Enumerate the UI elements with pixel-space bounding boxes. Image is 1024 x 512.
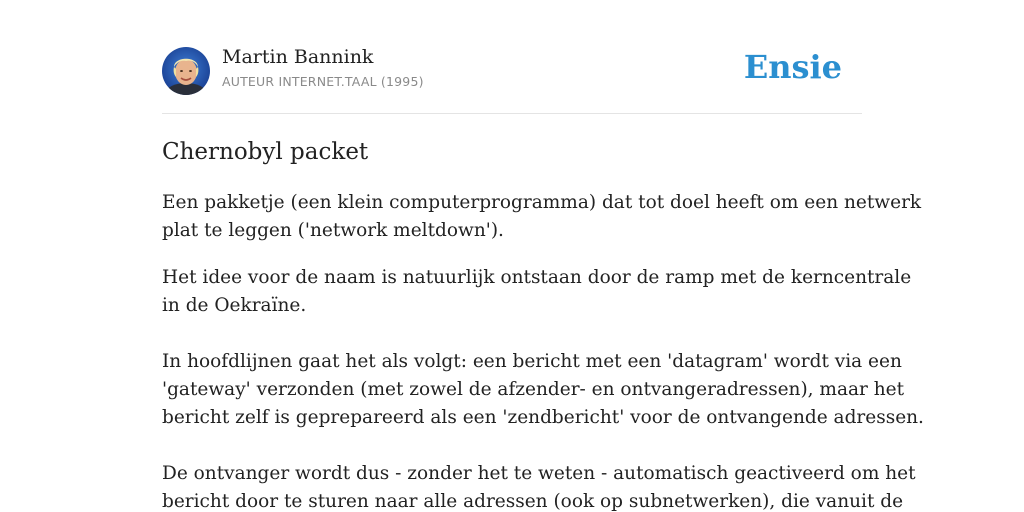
text-line: bericht door te sturen naar alle adressen (ook op subnetwerken), die vanuit de bbox=[162, 491, 904, 512]
paragraph-spacer bbox=[162, 320, 862, 348]
paragraph-effect bbox=[162, 460, 916, 512]
brand-logo[interactable]: Ensie bbox=[743, 48, 842, 86]
text-line: Een pakketje (een klein computerprogramma) dat tot doel heeft om een netwerk bbox=[162, 192, 922, 213]
paragraph-spacer bbox=[162, 432, 862, 460]
text-line: Het idee voor de naam is natuurlijk ontstaan door de ramp met de kerncentrale bbox=[162, 267, 912, 288]
author-avatar[interactable] bbox=[162, 47, 210, 95]
paragraph-origin bbox=[162, 264, 912, 320]
paragraph-definition bbox=[162, 189, 922, 245]
text-line: in de Oekraïne. bbox=[162, 295, 307, 316]
author-subtitle: AUTEUR INTERNET.TAAL (1995) bbox=[222, 74, 424, 89]
text-line: In hoofdlijnen gaat het als volgt: een bericht met een 'datagram' wordt via een bbox=[162, 351, 902, 372]
author-header bbox=[162, 46, 862, 96]
author-photo-icon bbox=[162, 47, 210, 95]
article-body bbox=[162, 136, 924, 512]
text-line: De ontvanger wordt dus - zonder het te weten - automatisch geactiveerd om het bbox=[162, 463, 916, 484]
text-line: bericht zelf is geprepareerd als een 'zendbericht' voor de ontvangende adressen. bbox=[162, 407, 924, 428]
header-divider bbox=[162, 113, 862, 114]
paragraph-mechanism bbox=[162, 348, 924, 432]
text-line: 'gateway' verzonden (met zowel de afzender- en ontvangeradressen), maar het bbox=[162, 379, 905, 400]
author-name[interactable]: Martin Bannink bbox=[222, 46, 374, 68]
text-line: plat te leggen ('network meltdown'). bbox=[162, 220, 504, 241]
article-title: Chernobyl packet bbox=[162, 139, 369, 165]
